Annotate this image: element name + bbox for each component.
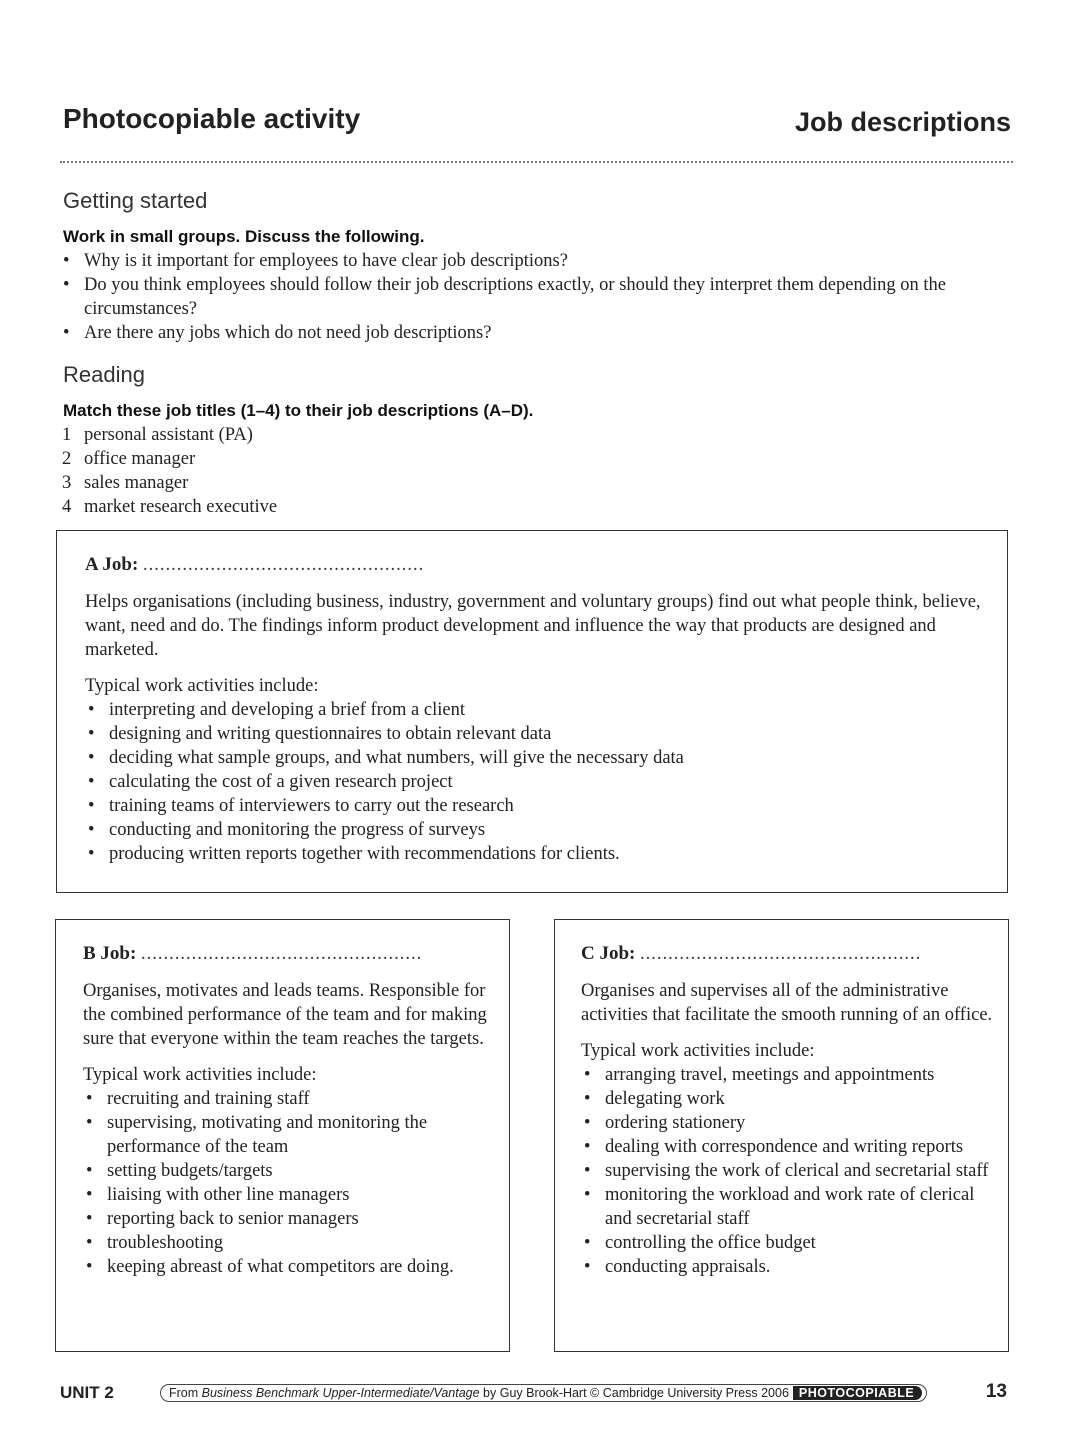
list-item: • Are there any jobs which do not need job descriptions? bbox=[60, 321, 960, 345]
list-item: • delegating work bbox=[581, 1087, 1001, 1111]
list-item: • conducting appraisals. bbox=[581, 1255, 1001, 1279]
list-item: 2 office manager bbox=[62, 449, 196, 469]
list-item: • Why is it important for employees to have clear job descriptions? bbox=[60, 249, 960, 273]
list-item: • reporting back to senior managers bbox=[83, 1207, 488, 1231]
activities-intro-b: Typical work activities include: bbox=[83, 1065, 317, 1085]
activities-list-c bbox=[581, 1063, 1001, 1279]
unit-label: UNIT 2 bbox=[60, 1383, 114, 1402]
list-item: 3 sales manager bbox=[62, 473, 189, 493]
job-description-box-b bbox=[55, 919, 510, 1352]
job-label-a: A Job: .................................................. bbox=[85, 554, 425, 575]
source-credit: From Business Benchmark Upper-Intermediate/Vantage by Guy Brook-Hart © Cambridge University Press 2006 PHOTOCOPIABLE bbox=[160, 1384, 927, 1402]
list-item: • keeping abreast of what competitors are doing. bbox=[83, 1255, 488, 1279]
activities-list-a bbox=[85, 698, 985, 866]
job-description-box-c bbox=[554, 919, 1009, 1352]
activities-intro-c: Typical work activities include: bbox=[581, 1041, 815, 1061]
reading-heading: Reading bbox=[63, 362, 145, 387]
list-item: • conducting and monitoring the progress of surveys bbox=[85, 818, 985, 842]
job-description-box-a bbox=[56, 530, 1008, 893]
list-item: 4 market research executive bbox=[62, 497, 278, 517]
list-item: • recruiting and training staff bbox=[83, 1087, 488, 1111]
answer-blank-b[interactable]: .................................................. bbox=[140, 944, 423, 964]
activities-list-b bbox=[83, 1087, 488, 1279]
list-item: • setting budgets/targets bbox=[83, 1159, 488, 1183]
list-item: • troubleshooting bbox=[83, 1231, 488, 1255]
getting-started-heading: Getting started bbox=[63, 188, 208, 213]
list-item: • monitoring the workload and work rate of clerical and secretarial staff bbox=[581, 1183, 1001, 1231]
list-item: • interpreting and developing a brief from a client bbox=[85, 698, 985, 722]
list-item: 1 personal assistant (PA) bbox=[62, 425, 253, 445]
page-title: Photocopiable activity bbox=[63, 103, 361, 134]
page-number: 13 bbox=[985, 1381, 1007, 1402]
list-item: • liaising with other line managers bbox=[83, 1183, 488, 1207]
job-label-b: B Job: .................................................. bbox=[83, 943, 423, 964]
list-item: • supervising, motivating and monitoring the performance of the team bbox=[83, 1111, 488, 1159]
answer-blank-c[interactable]: .................................................. bbox=[640, 944, 922, 964]
discussion-list bbox=[60, 249, 960, 345]
getting-started-instruction: Work in small groups. Discuss the following. bbox=[63, 227, 425, 246]
list-item: • calculating the cost of a given research project bbox=[85, 770, 985, 794]
list-item: • designing and writing questionnaires to obtain relevant data bbox=[85, 722, 985, 746]
job-title-list bbox=[62, 423, 277, 519]
list-item: • dealing with correspondence and writing reports bbox=[581, 1135, 1001, 1159]
answer-blank-a[interactable]: .................................................. bbox=[142, 555, 425, 575]
photocopiable-badge: PHOTOCOPIABLE bbox=[793, 1386, 922, 1400]
description-c: Organises and supervises all of the administrative activities that facilitate the smooth running of an office. bbox=[581, 981, 993, 1025]
list-item: • deciding what sample groups, and what numbers, will give the necessary data bbox=[85, 746, 985, 770]
description-b: Organises, motivates and leads teams. Responsible for the combined performance of the team and for making sure that everyone within the team reaches the targets. bbox=[83, 981, 487, 1049]
activity-title: Job descriptions bbox=[794, 107, 1011, 137]
list-item: • training teams of interviewers to carry out the research bbox=[85, 794, 985, 818]
list-item: • arranging travel, meetings and appointments bbox=[581, 1063, 1001, 1087]
list-item: • ordering stationery bbox=[581, 1111, 1001, 1135]
list-item: • producing written reports together with recommendations for clients. bbox=[85, 842, 985, 866]
header-divider bbox=[60, 161, 1013, 163]
reading-instruction: Match these job titles (1–4) to their job descriptions (A–D). bbox=[63, 401, 534, 420]
list-item: • supervising the work of clerical and secretarial staff bbox=[581, 1159, 1001, 1183]
job-label-c: C Job: .................................................. bbox=[581, 943, 922, 964]
description-a: Helps organisations (including business, industry, government and voluntary groups) find out what people think, believe, want, need and do. The findings inform product development and influence the way that products are designed and marketed. bbox=[85, 592, 981, 660]
list-item: • Do you think employees should follow their job descriptions exactly, or should they interpret them depending on the circumstances? bbox=[60, 273, 960, 321]
list-item: • controlling the office budget bbox=[581, 1231, 1001, 1255]
activities-intro-a: Typical work activities include: bbox=[85, 676, 319, 696]
